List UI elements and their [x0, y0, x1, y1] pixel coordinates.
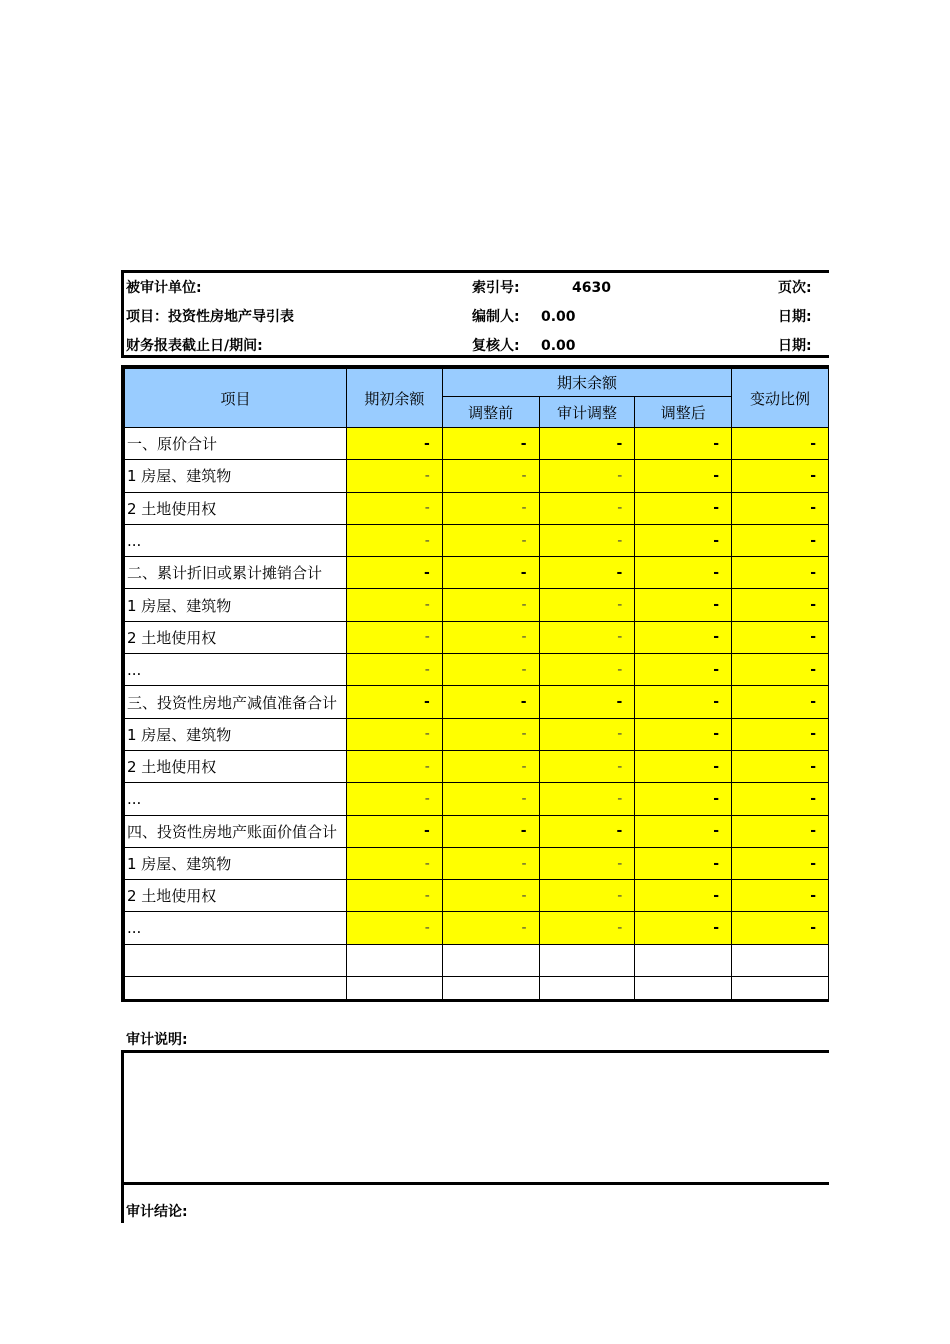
- value-cell[interactable]: -: [732, 621, 829, 653]
- value-cell[interactable]: -: [539, 654, 635, 686]
- empty-cell[interactable]: [635, 944, 732, 976]
- table-row: [125, 847, 829, 879]
- row-label[interactable]: 1 房屋、建筑物: [125, 460, 347, 492]
- value-cell[interactable]: -: [346, 880, 442, 912]
- row-label[interactable]: 四、投资性房地产账面价值合计: [125, 815, 347, 847]
- value-cell[interactable]: -: [442, 847, 539, 879]
- value-cell[interactable]: -: [635, 718, 732, 750]
- row-label[interactable]: ...: [125, 654, 347, 686]
- value-cell[interactable]: -: [346, 912, 442, 944]
- value-cell[interactable]: -: [539, 718, 635, 750]
- row-label[interactable]: 2 土地使用权: [125, 621, 347, 653]
- guide-table: [121, 365, 829, 1002]
- index-value: 4630: [572, 280, 611, 296]
- value-cell[interactable]: -: [635, 557, 732, 589]
- data-table: [124, 368, 829, 1002]
- table-row: [125, 557, 829, 589]
- value-cell[interactable]: -: [732, 880, 829, 912]
- value-cell[interactable]: -: [635, 880, 732, 912]
- table-row: [125, 686, 829, 718]
- table-row: [125, 524, 829, 556]
- empty-cell[interactable]: [346, 944, 442, 976]
- audit-explanation-box[interactable]: [121, 1050, 829, 1185]
- value-cell[interactable]: -: [346, 524, 442, 556]
- empty-cell[interactable]: [539, 977, 635, 1002]
- value-cell[interactable]: -: [442, 686, 539, 718]
- table-row: [125, 654, 829, 686]
- value-cell[interactable]: -: [732, 912, 829, 944]
- value-cell[interactable]: -: [539, 750, 635, 782]
- value-cell[interactable]: -: [442, 492, 539, 524]
- table-row: [125, 718, 829, 750]
- value-cell[interactable]: -: [442, 557, 539, 589]
- value-cell[interactable]: -: [635, 524, 732, 556]
- table-row: [125, 912, 829, 944]
- value-cell[interactable]: -: [635, 815, 732, 847]
- row-label[interactable]: ...: [125, 783, 347, 815]
- empty-row: [125, 977, 829, 1002]
- column-header-closing: 期末余额: [442, 369, 731, 397]
- value-cell[interactable]: -: [732, 847, 829, 879]
- value-cell[interactable]: -: [635, 460, 732, 492]
- value-cell[interactable]: -: [346, 589, 442, 621]
- row-label[interactable]: ...: [125, 524, 347, 556]
- value-cell[interactable]: -: [442, 654, 539, 686]
- reviewer-label: 复核人:: [472, 338, 520, 354]
- column-header-change: 变动比例: [732, 369, 829, 428]
- table-row: [125, 815, 829, 847]
- value-cell[interactable]: -: [635, 847, 732, 879]
- value-cell[interactable]: -: [732, 492, 829, 524]
- value-cell[interactable]: -: [539, 524, 635, 556]
- value-cell[interactable]: -: [635, 783, 732, 815]
- audited-unit-label: 被审计单位:: [126, 280, 202, 296]
- row-label[interactable]: 2 土地使用权: [125, 880, 347, 912]
- value-cell[interactable]: -: [442, 524, 539, 556]
- page-label: 页次:: [778, 280, 812, 296]
- value-cell[interactable]: -: [346, 783, 442, 815]
- table-row: [125, 589, 829, 621]
- empty-cell[interactable]: [539, 944, 635, 976]
- value-cell[interactable]: -: [346, 460, 442, 492]
- table-row: [125, 621, 829, 653]
- value-cell[interactable]: -: [732, 589, 829, 621]
- row-label[interactable]: 2 土地使用权: [125, 750, 347, 782]
- empty-row: [125, 944, 829, 976]
- row-label[interactable]: 1 房屋、建筑物: [125, 589, 347, 621]
- column-header-item: 项目: [125, 369, 347, 428]
- table-row: [125, 428, 829, 460]
- value-cell[interactable]: -: [732, 750, 829, 782]
- value-cell[interactable]: -: [539, 557, 635, 589]
- row-label[interactable]: 1 房屋、建筑物: [125, 718, 347, 750]
- value-cell[interactable]: -: [732, 783, 829, 815]
- value-cell[interactable]: -: [346, 815, 442, 847]
- value-cell[interactable]: -: [346, 718, 442, 750]
- row-label[interactable]: 二、累计折旧或累计摊销合计: [125, 557, 347, 589]
- value-cell[interactable]: -: [346, 492, 442, 524]
- table-row: [125, 460, 829, 492]
- column-header-after: 调整后: [635, 397, 732, 428]
- empty-cell[interactable]: [442, 977, 539, 1002]
- empty-cell[interactable]: [635, 977, 732, 1002]
- value-cell[interactable]: -: [635, 621, 732, 653]
- table-row: [125, 783, 829, 815]
- left-border-line: [121, 1185, 124, 1223]
- date-label: 日期:: [778, 309, 812, 325]
- column-header-audit-adjustment: 审计调整: [539, 397, 635, 428]
- column-header-before: 调整前: [442, 397, 539, 428]
- row-label[interactable]: 三、投资性房地产减值准备合计: [125, 686, 347, 718]
- value-cell[interactable]: -: [635, 750, 732, 782]
- empty-cell[interactable]: [346, 977, 442, 1002]
- value-cell[interactable]: -: [635, 428, 732, 460]
- value-cell[interactable]: -: [539, 783, 635, 815]
- row-label[interactable]: ...: [125, 912, 347, 944]
- empty-cell[interactable]: [732, 944, 829, 976]
- value-cell[interactable]: -: [442, 815, 539, 847]
- value-cell[interactable]: -: [539, 912, 635, 944]
- value-cell[interactable]: -: [539, 686, 635, 718]
- value-cell[interactable]: -: [442, 621, 539, 653]
- value-cell[interactable]: -: [732, 557, 829, 589]
- value-cell[interactable]: -: [346, 847, 442, 879]
- value-cell[interactable]: -: [346, 686, 442, 718]
- value-cell[interactable]: -: [442, 589, 539, 621]
- project-label: 项目：投资性房地产导引表: [126, 309, 294, 325]
- value-cell[interactable]: -: [539, 815, 635, 847]
- value-cell[interactable]: -: [539, 428, 635, 460]
- value-cell[interactable]: -: [539, 460, 635, 492]
- value-cell[interactable]: -: [539, 589, 635, 621]
- value-cell[interactable]: -: [635, 654, 732, 686]
- value-cell[interactable]: -: [442, 718, 539, 750]
- value-cell[interactable]: -: [442, 880, 539, 912]
- value-cell[interactable]: -: [346, 654, 442, 686]
- row-label[interactable]: 1 房屋、建筑物: [125, 847, 347, 879]
- value-cell[interactable]: -: [346, 557, 442, 589]
- value-cell[interactable]: -: [442, 750, 539, 782]
- audit-conclusion-label: 审计结论:: [126, 1204, 188, 1220]
- value-cell[interactable]: -: [346, 621, 442, 653]
- audit-explanation-label: 审计说明:: [126, 1032, 188, 1048]
- reviewer-value: 0.00: [541, 338, 576, 354]
- preparer-value: 0.00: [541, 309, 576, 325]
- table-row: [125, 880, 829, 912]
- table-row: [125, 750, 829, 782]
- value-cell[interactable]: -: [732, 654, 829, 686]
- value-cell[interactable]: -: [732, 686, 829, 718]
- value-cell[interactable]: -: [732, 428, 829, 460]
- value-cell[interactable]: -: [732, 524, 829, 556]
- empty-cell[interactable]: [732, 977, 829, 1002]
- period-label: 财务报表截止日/期间:: [126, 338, 263, 354]
- preparer-label: 编制人:: [472, 309, 520, 325]
- value-cell[interactable]: -: [442, 460, 539, 492]
- value-cell[interactable]: -: [635, 589, 732, 621]
- empty-cell[interactable]: [125, 977, 347, 1002]
- value-cell[interactable]: -: [442, 783, 539, 815]
- header-block: [121, 270, 829, 358]
- row-label[interactable]: 一、原价合计: [125, 428, 347, 460]
- value-cell[interactable]: -: [732, 718, 829, 750]
- value-cell[interactable]: -: [635, 912, 732, 944]
- row-label[interactable]: 2 土地使用权: [125, 492, 347, 524]
- value-cell[interactable]: -: [732, 460, 829, 492]
- table-row: [125, 492, 829, 524]
- empty-cell[interactable]: [125, 944, 347, 976]
- value-cell[interactable]: -: [442, 428, 539, 460]
- empty-cell[interactable]: [442, 944, 539, 976]
- column-header-opening: 期初余额: [346, 369, 442, 428]
- value-cell[interactable]: -: [635, 686, 732, 718]
- value-cell[interactable]: -: [539, 847, 635, 879]
- value-cell[interactable]: -: [346, 750, 442, 782]
- date-label: 日期:: [778, 338, 812, 354]
- value-cell[interactable]: -: [346, 428, 442, 460]
- index-label: 索引号:: [472, 280, 520, 296]
- value-cell[interactable]: -: [442, 912, 539, 944]
- value-cell[interactable]: -: [539, 621, 635, 653]
- value-cell[interactable]: -: [635, 492, 732, 524]
- value-cell[interactable]: -: [539, 880, 635, 912]
- value-cell[interactable]: -: [732, 815, 829, 847]
- value-cell[interactable]: -: [539, 492, 635, 524]
